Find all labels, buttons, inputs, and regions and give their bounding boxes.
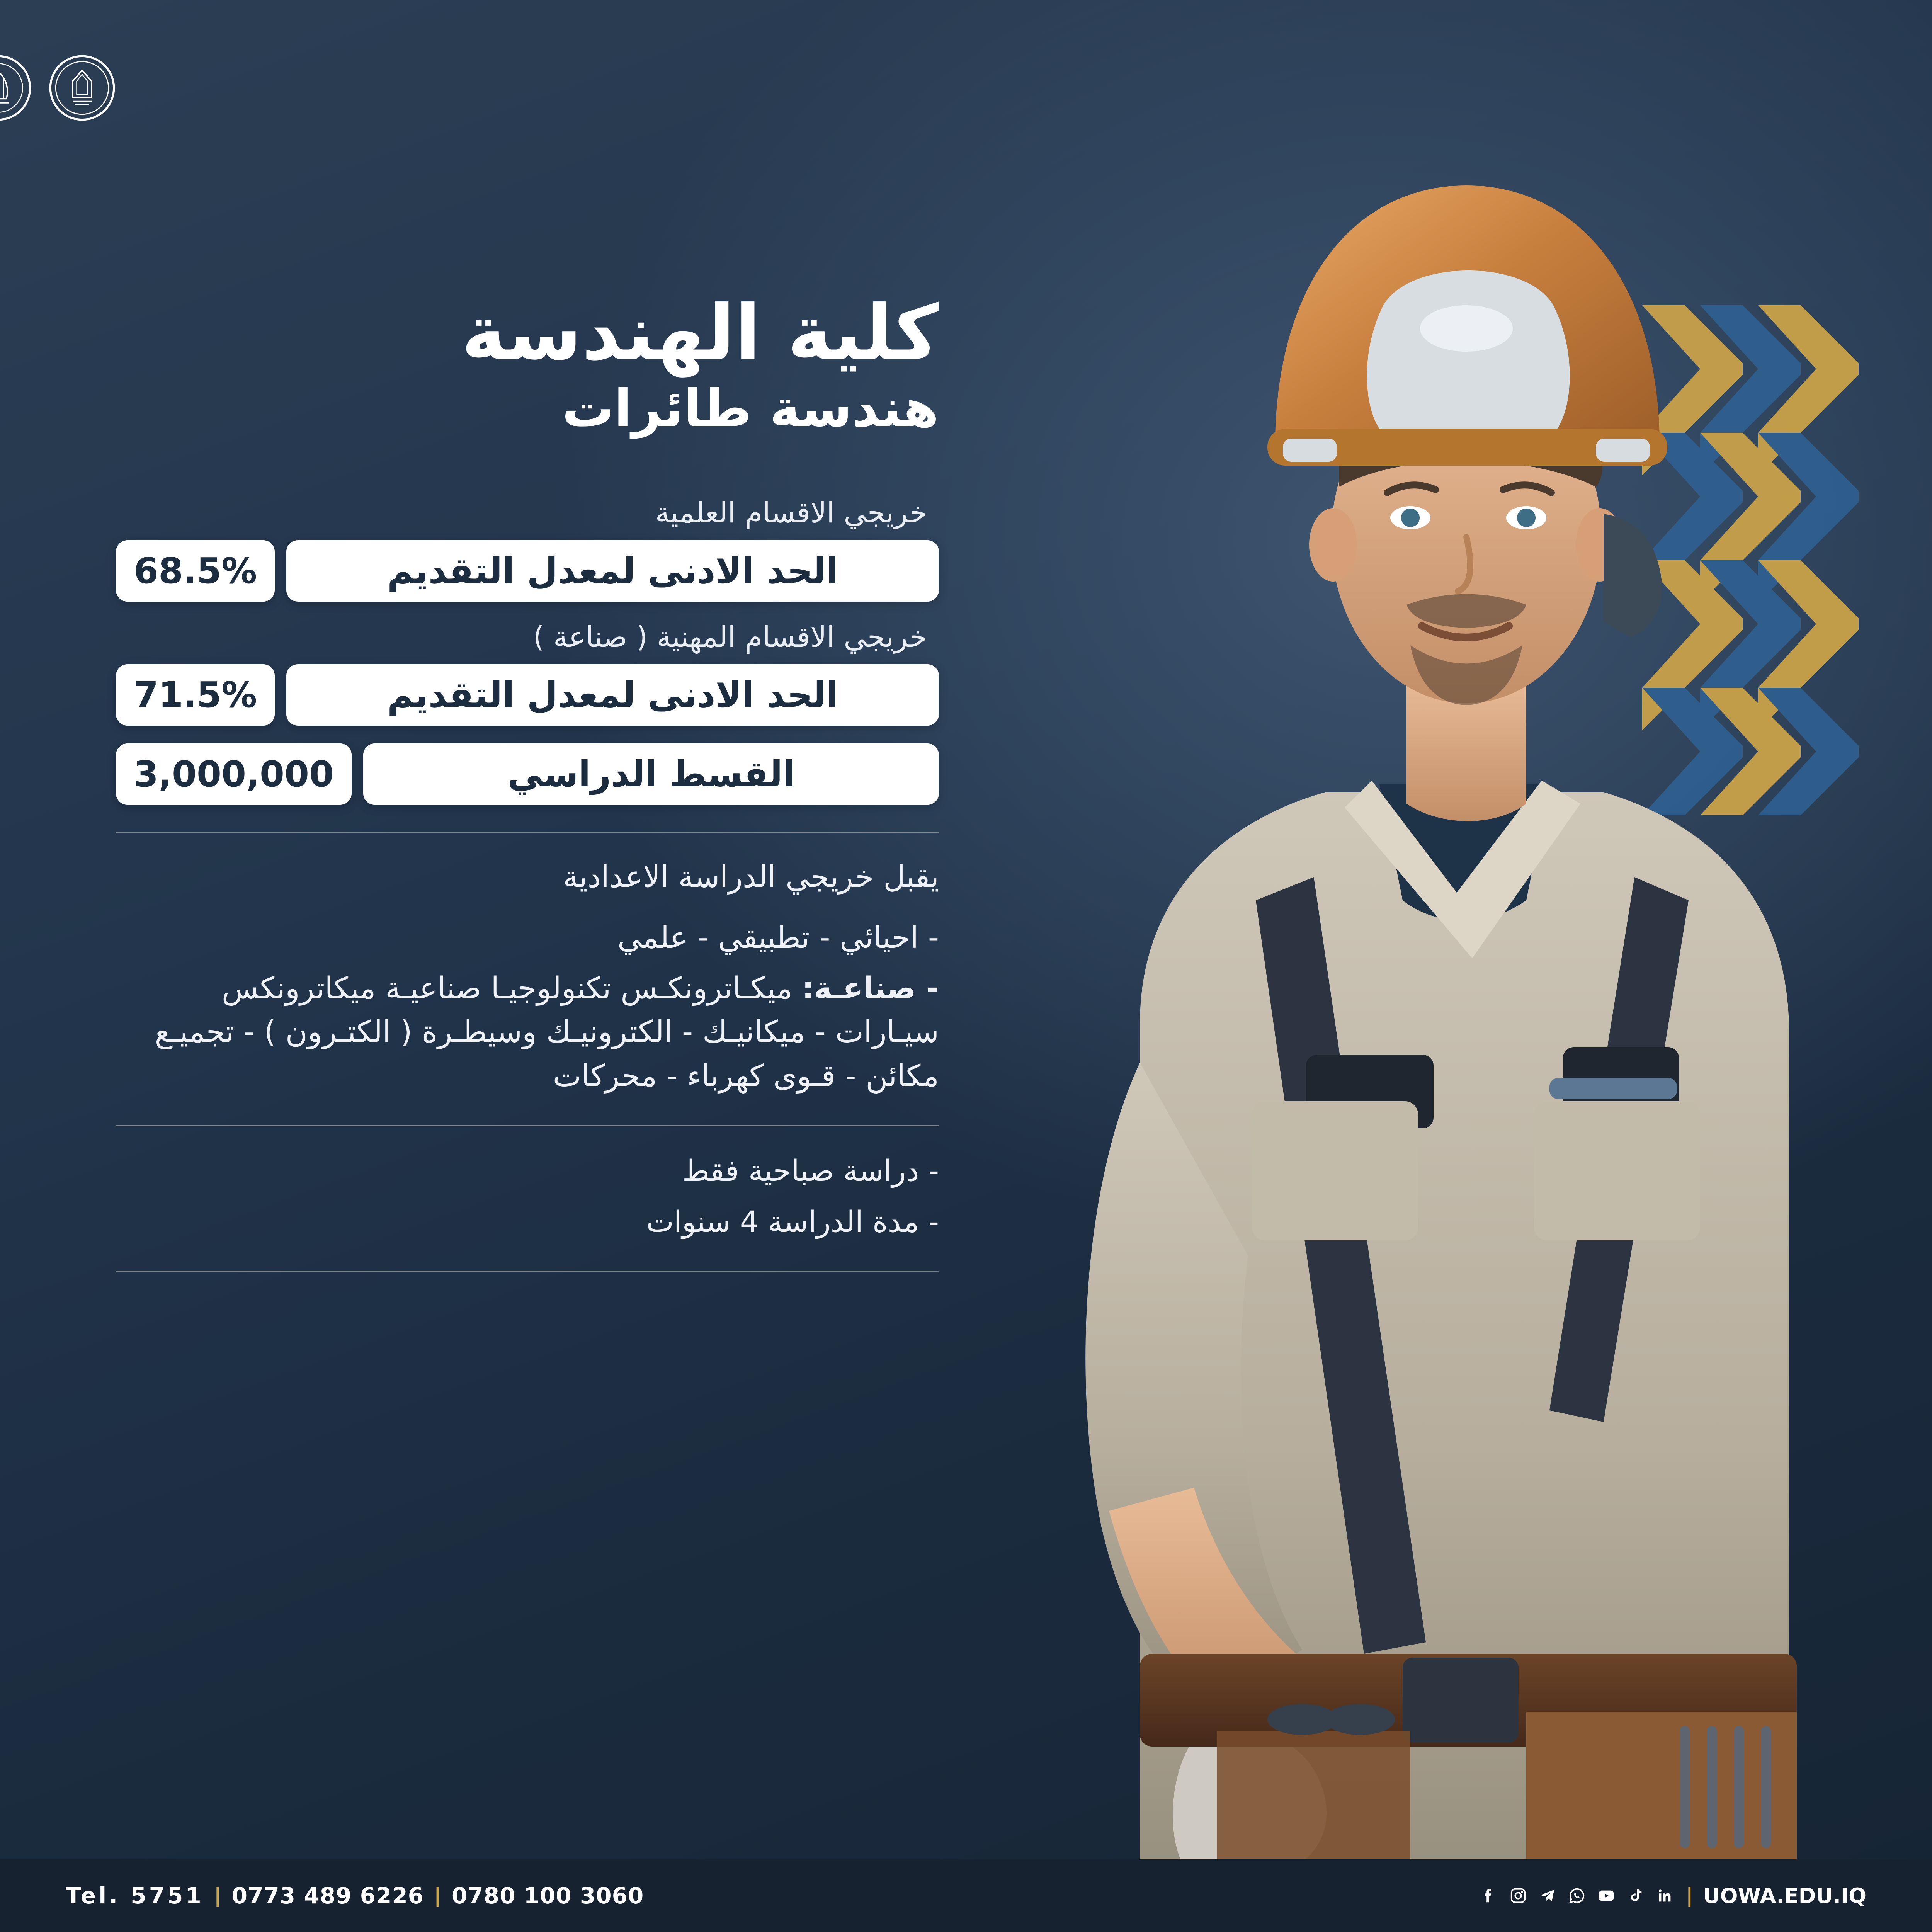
tel-label: Tel. 5751: [66, 1883, 204, 1909]
vocational-min-average-label: الحد الادنى لمعدل التقديم: [286, 664, 939, 726]
tuition-fee-value: 3,000,000: [116, 743, 352, 805]
eligibility-line-2-bold: - صناعـة:: [802, 971, 939, 1006]
tuition-fee-row: [116, 743, 939, 805]
website-link[interactable]: UOWA.EDU.IQ: [1703, 1883, 1866, 1908]
main-content: [116, 289, 939, 1294]
eligibility-lead: يقبل خريجي الدراسة الاعدادية: [563, 860, 939, 895]
divider-top: [116, 832, 939, 833]
youtube-icon[interactable]: [1595, 1885, 1617, 1906]
eligibility-line-2: [116, 967, 939, 1098]
phone-number-1[interactable]: 0773 489 6226: [231, 1883, 424, 1909]
zigzag-decoration: [1642, 305, 1882, 815]
divider-bottom: [116, 1271, 939, 1272]
vocational-admission-row: [116, 664, 939, 726]
scientific-caption: خريجي الاقسام العلمية: [655, 496, 927, 530]
eligibility-block: [116, 855, 939, 1098]
university-seal-logo: [48, 54, 116, 122]
eligibility-line-1: - احيائي - تطبيقي - علمي: [617, 920, 939, 956]
study-block: [116, 1149, 939, 1244]
telegram-icon[interactable]: [1537, 1885, 1558, 1906]
whatsapp-icon[interactable]: [1566, 1885, 1588, 1906]
ministry-of-higher-education-logo: [0, 54, 32, 122]
study-line-1: - دراسة صباحية فقط: [682, 1153, 939, 1188]
page-title: كلية الهندسة: [461, 289, 939, 377]
footer-separator-3: |: [1685, 1884, 1693, 1907]
footer-bar: [0, 1859, 1932, 1932]
vocational-caption: خريجي الاقسام المهنية ( صناعة ): [533, 620, 927, 654]
scientific-min-average-label: الحد الادنى لمعدل التقديم: [286, 540, 939, 602]
divider-middle: [116, 1125, 939, 1126]
footer-separator-2: |: [434, 1884, 442, 1907]
tiktok-icon[interactable]: [1625, 1885, 1646, 1906]
study-line-2: - مدة الدراسة 4 سنوات: [646, 1204, 939, 1239]
footer-social: [1478, 1884, 1866, 1908]
instagram-icon[interactable]: [1507, 1885, 1529, 1906]
scientific-min-average-value: 68.5%: [116, 540, 275, 602]
logo-row: [58, 54, 116, 122]
tuition-fee-label: القسط الدراسي: [363, 743, 939, 805]
social-icon-row: [1478, 1885, 1676, 1906]
page-subtitle: هندسة طائرات: [562, 378, 939, 439]
vocational-min-average-value: 71.5%: [116, 664, 275, 726]
phone-number-2[interactable]: 0780 100 3060: [452, 1883, 644, 1909]
scientific-admission-row: [116, 540, 939, 602]
eligibility-line-2-text: ميكـاترونكـس تكنولوجيـا صناعيـة ميكاترونكس سيـارات - ميكانيـك - الكترونيـك وسيطـرة ( الكتـرون ) - تجميـع مكائن - قـوى كهرباء - محركات: [155, 971, 939, 1094]
linkedin-icon[interactable]: [1654, 1885, 1676, 1906]
facebook-icon[interactable]: [1478, 1885, 1500, 1906]
footer-contact: [66, 1883, 644, 1909]
footer-separator-1: |: [214, 1884, 222, 1907]
